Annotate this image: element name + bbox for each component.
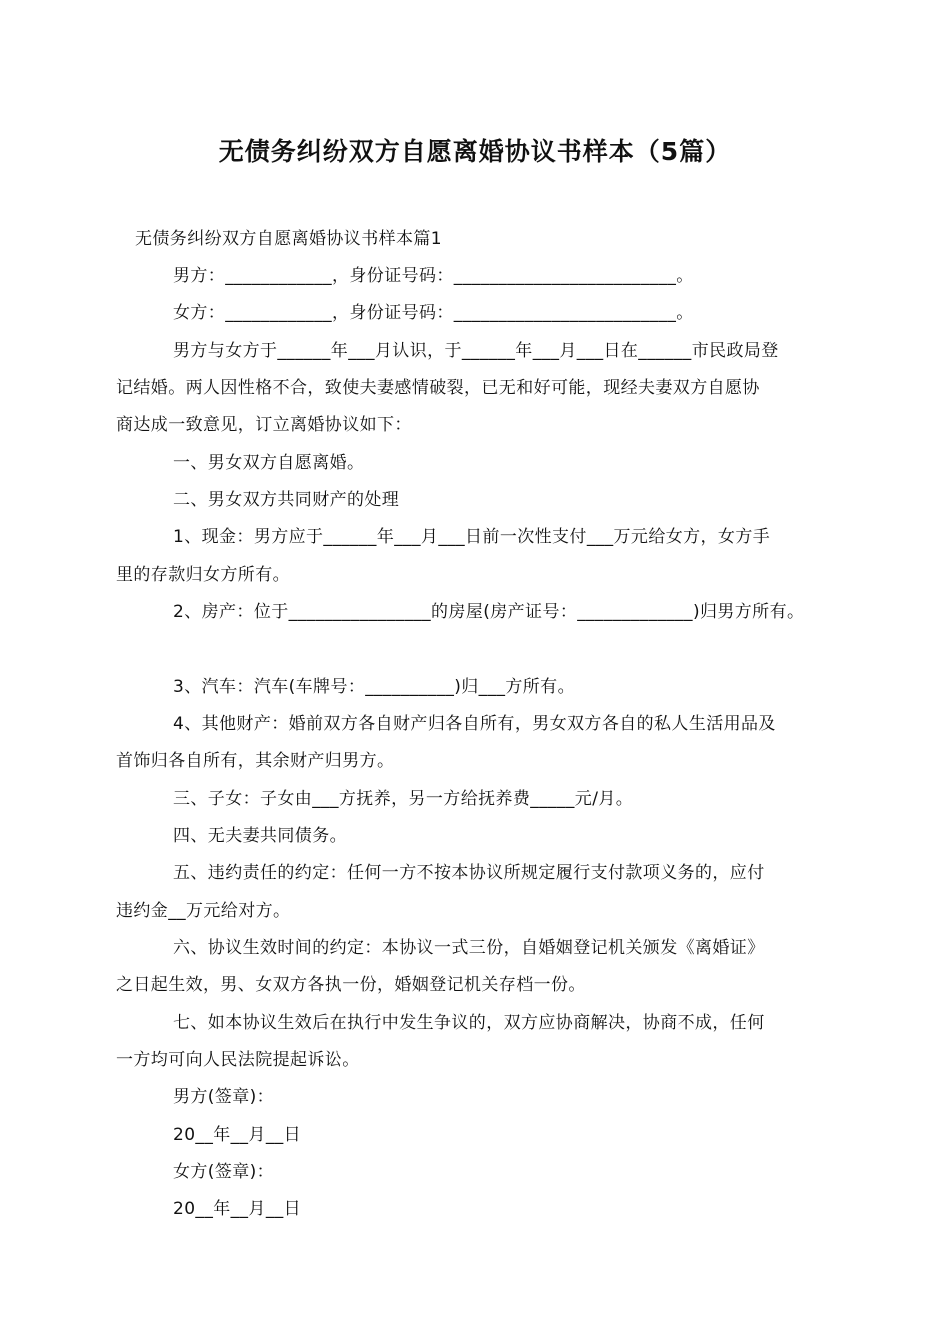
clause-line: 2、房产：位于________________的房屋(房产证号：_____________)归男方所有。 xyxy=(173,602,805,622)
clause-line: 3、汽车：汽车(车牌号：__________)归___方所有。 xyxy=(173,677,575,697)
clause-line: 七、如本协议生效后在执行中发生争议的，双方应协商解决，协商不成，任何 xyxy=(173,1013,765,1033)
clause-line: 一、男女双方自愿离婚。 xyxy=(173,453,365,473)
paragraph-line: 商达成一致意见，订立离婚协议如下： xyxy=(116,415,412,435)
female-signature-date: 20__年__月__日 xyxy=(173,1199,302,1219)
female-party-line: 女方：____________，身份证号码：_________________________。 xyxy=(173,303,694,323)
clause-line: 五、违约责任的约定：任何一方不按本协议所规定履行支付款项义务的，应付 xyxy=(173,863,765,883)
female-signature-label: 女方(签章)： xyxy=(173,1162,275,1182)
male-party-line: 男方：____________，身份证号码：_________________________。 xyxy=(173,266,694,286)
clause-line: 二、男女双方共同财产的处理 xyxy=(173,490,400,510)
paragraph-line: 男方与女方于______年___月认识，于______年___月___日在______市民政局登 xyxy=(173,341,779,361)
document-title: 无债务纠纷双方自愿离婚协议书样本（5篇） xyxy=(218,137,732,166)
clause-line: 一方均可向人民法院提起诉讼。 xyxy=(116,1050,360,1070)
clause-line: 三、子女：子女由___方抚养，另一方给抚养费_____元/月。 xyxy=(173,789,634,809)
clause-line: 六、协议生效时间的约定：本协议一式三份，自婚姻登记机关颁发《离婚证》 xyxy=(173,938,765,958)
clause-line: 里的存款归女方所有。 xyxy=(116,565,290,585)
clause-line: 之日起生效，男、女双方各执一份，婚姻登记机关存档一份。 xyxy=(116,975,586,995)
clause-line: 4、其他财产：婚前双方各自财产归各自所有，男女双方各自的私人生活用品及 xyxy=(173,714,776,734)
clause-line: 首饰归各自所有，其余财产归男方。 xyxy=(116,751,395,771)
male-signature-label: 男方(签章)： xyxy=(173,1087,275,1107)
male-signature-date: 20__年__月__日 xyxy=(173,1125,302,1145)
clause-line: 违约金__万元给对方。 xyxy=(116,901,291,921)
section-heading: 无债务纠纷双方自愿离婚协议书样本篇1 xyxy=(135,229,443,249)
paragraph-line: 记结婚。两人因性格不合，致使夫妻感情破裂，已无和好可能，现经夫妻双方自愿协 xyxy=(116,378,760,398)
clause-line: 四、无夫妻共同债务。 xyxy=(173,826,347,846)
clause-line: 1、现金：男方应于______年___月___日前一次性支付___万元给女方，女方手 xyxy=(173,527,771,547)
